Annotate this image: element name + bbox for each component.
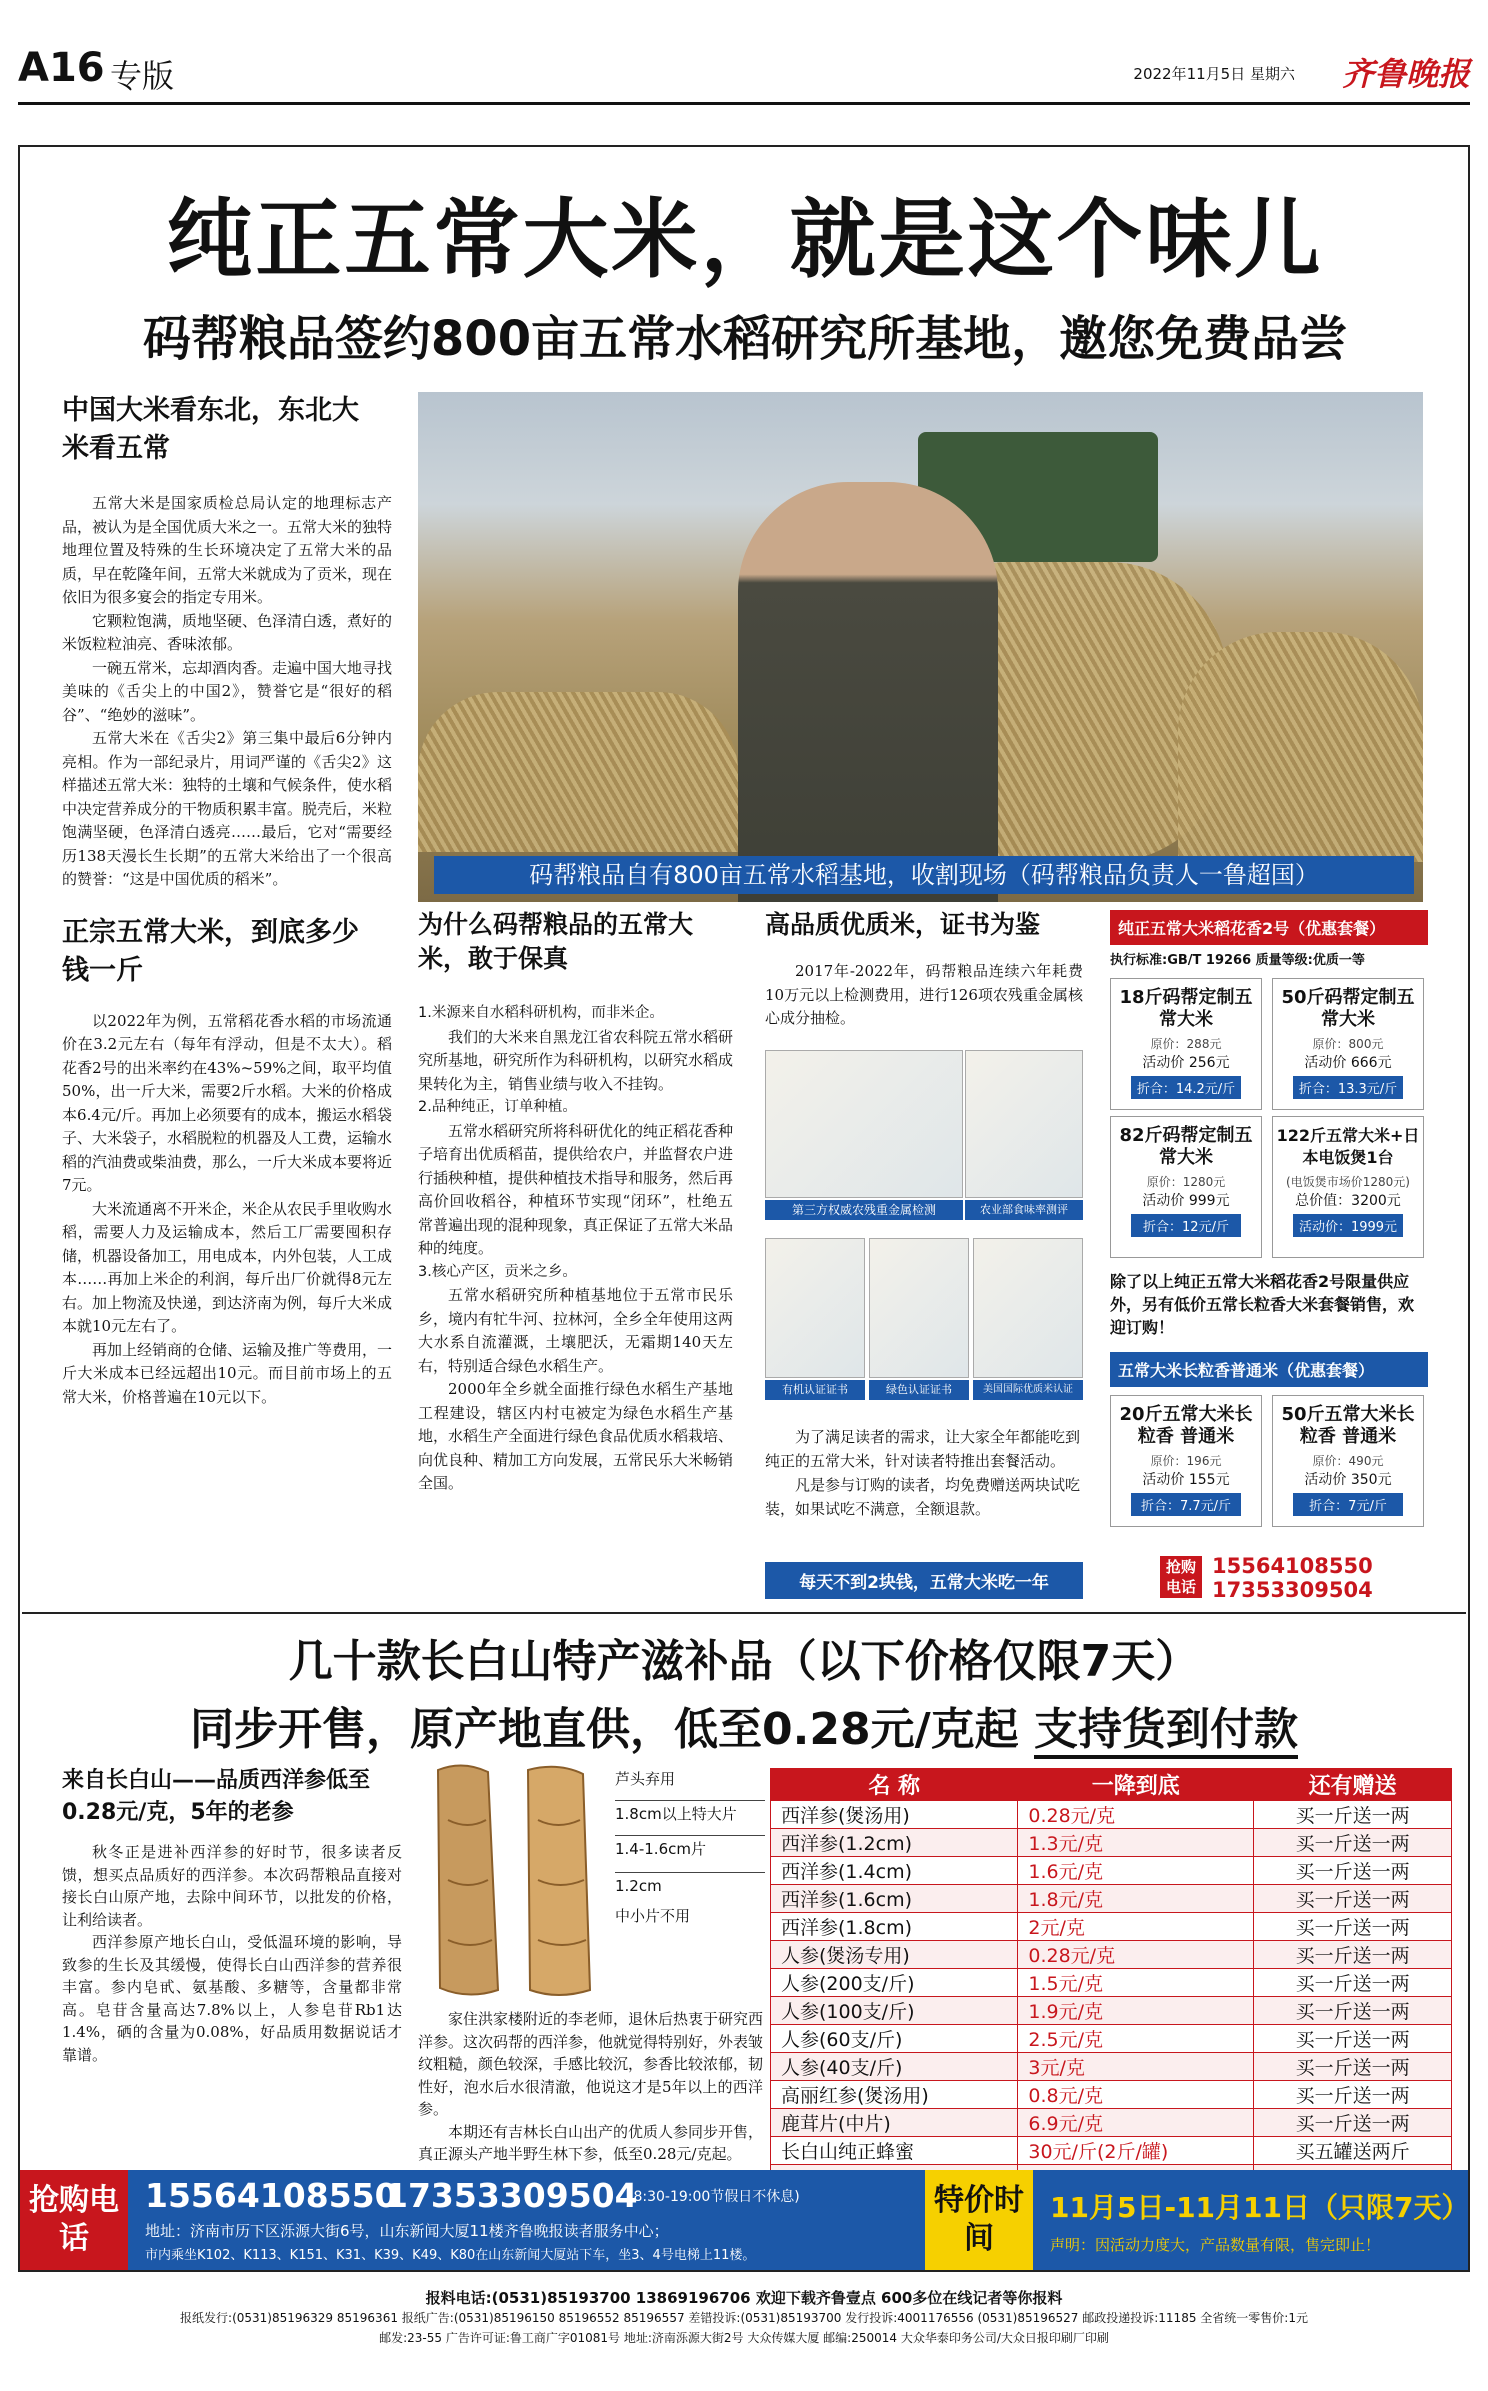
heading-rice-northeast: 中国大米看东北，东北大米看五常 bbox=[62, 395, 359, 464]
ginseng-illustration bbox=[418, 1760, 608, 2000]
package-name: 50斤五常大米长粒香 普通米 bbox=[1281, 1404, 1415, 1447]
cod-label: 支持货到付款 bbox=[1034, 1704, 1298, 1759]
table-row bbox=[771, 1885, 1452, 1913]
product-gift: 买一斤送一两 bbox=[1254, 1997, 1452, 2025]
footer-line-3: 邮发:23-55 广告许可证:鲁工商广字01081号 地址:济南泺源大街2号 大众传媒大厦 邮编:250014 大众华泰印务公司/大众日报印刷厂印刷 bbox=[379, 2331, 1109, 2345]
product-price: 6.9元/克 bbox=[1018, 2109, 1254, 2137]
section-divider bbox=[22, 1612, 1466, 1614]
footer-line-2: 报纸发行:(0531)85196329 85196361 报纸广告:(0531)85196150 85196552 85196557 差错投诉:(0531)85193700 发行投诉:4001176556 (0531)85196527 邮政投递投诉:11185 全省统一零售价:1元 bbox=[180, 2311, 1308, 2325]
page-header bbox=[18, 45, 1470, 105]
slice-label: 1.2cm bbox=[615, 1872, 765, 1897]
package-card-82[interactable] bbox=[1110, 1116, 1262, 1258]
product-price: 30元/斤(2斤/罐) bbox=[1018, 2137, 1254, 2165]
paragraph: 五常大米是国家质检总局认定的地理标志产品，被认为是全国优质大米之一。五常大米的独特地理位置及特殊的生长环境决定了五常大米的品质，早在乾隆年间，五常大米就成为了贡米，现在依旧为很多宴会的指定专用米。 bbox=[62, 494, 393, 606]
table-row bbox=[771, 2137, 1452, 2165]
contact-band bbox=[20, 2170, 1468, 2270]
table-row bbox=[771, 1829, 1452, 1857]
product-name: 人参(100支/斤) bbox=[771, 1997, 1018, 2025]
page-number: A16 bbox=[18, 45, 105, 91]
heading-rice-cost: 正宗五常大米，到底多少钱一斤 bbox=[62, 916, 359, 986]
product-gift: 买五罐送两斤 bbox=[1254, 2137, 1452, 2165]
newspaper-logo: 齐鲁晚报 bbox=[1341, 55, 1470, 93]
package-name: 18斤码帮定制五常大米 bbox=[1119, 987, 1253, 1030]
table-row bbox=[771, 2025, 1452, 2053]
package-name: 20斤五常大米长粒香 普通米 bbox=[1119, 1404, 1253, 1447]
footer-line-1: 报料电话:(0531)85193700 13869196706 欢迎下载齐鲁壹点 600多位在线记者等你报料 bbox=[425, 2289, 1063, 2307]
slice-size-labels bbox=[615, 1768, 765, 1927]
straw-pile bbox=[1178, 632, 1423, 862]
address: 地址：济南市历下区泺源大街6号，山东新闻大厦11楼齐鲁晚报读者服务中心； bbox=[145, 2222, 669, 2240]
package-cards-2 bbox=[1110, 1395, 1428, 1535]
original-price: 原价：196元 bbox=[1150, 1454, 1222, 1468]
slice-label: 1.4-1.6cm片 bbox=[615, 1835, 765, 1860]
column-1 bbox=[62, 392, 392, 1409]
paragraph: 2000年全乡就全面推行绿色水稻生产基地工程建设，辖区内村屯被定为绿色水稻生产基地，水稻生产全面进行绿色食品优质水稻栽培、向优良种、精加工方向发展，五常民乐大米畅销全国。 bbox=[418, 1380, 734, 1492]
list-item: 1.米源来自水稻科研机构，而非米企。 bbox=[418, 1005, 664, 1021]
product-name: 人参(200支/斤) bbox=[771, 1969, 1018, 1997]
product-price: 1.9元/克 bbox=[1018, 1997, 1254, 2025]
straw-pile bbox=[418, 692, 738, 852]
ginseng-heading: 来自长白山——品质西洋参低至0.28元/克，5年的老参 bbox=[62, 1768, 371, 1825]
hotline-phone-1[interactable]: 15564108550 bbox=[1212, 1554, 1373, 1578]
paragraph: 五常水稻研究所将科研优化的纯正稻花香种子培育出优质稻苗，提供给农户，并监督农户进行插秧种植，提供种植技术指导和服务，然后再高价回收稻谷，种植环节实现“闭环”，杜绝五常普遍出现的混种现象，真正保证了五常大米品种的纯度。 bbox=[418, 1121, 734, 1257]
package-name: 50斤码帮定制五常大米 bbox=[1281, 987, 1415, 1030]
service-hours: (8:30-19:00节假日不休息) bbox=[628, 2189, 800, 2205]
special-time-label: 特价时间 bbox=[925, 2170, 1033, 2270]
package-card-18[interactable] bbox=[1110, 978, 1262, 1110]
extra-note: 除了以上纯正五常大米稻花香2号限量供应外，另有低价五常长粒香大米套餐销售，欢迎订购！ bbox=[1110, 1272, 1415, 1337]
product-gift: 买一斤送一两 bbox=[1254, 1829, 1452, 1857]
hotline-block bbox=[1160, 1552, 1410, 1602]
product-name: 西洋参(1.8cm) bbox=[771, 1913, 1018, 1941]
heading-certificates: 高品质优质米，证书为鉴 bbox=[765, 910, 1041, 939]
product-name: 人参(40支/斤) bbox=[771, 2053, 1018, 2081]
certificate-caption: 绿色认证证书 bbox=[869, 1380, 969, 1400]
buy-hotline-label: 抢购电话 bbox=[20, 2170, 128, 2270]
column-2 bbox=[418, 908, 733, 1496]
certificate-caption: 美国国际优质米认证 bbox=[973, 1380, 1083, 1400]
original-price: 原价：490元 bbox=[1312, 1454, 1384, 1468]
package-title: 纯正五常大米稻花香2号（优惠套餐） bbox=[1110, 910, 1428, 945]
product-gift: 买一斤送一两 bbox=[1254, 1969, 1452, 1997]
product-gift: 买一斤送一两 bbox=[1254, 2081, 1452, 2109]
slice-label: 芦头弃用 bbox=[615, 1770, 676, 1788]
product-name: 西洋参(1.4cm) bbox=[771, 1857, 1018, 1885]
ginseng-article bbox=[62, 1765, 402, 2151]
certificate-gallery bbox=[765, 1050, 1083, 1450]
paragraph: 我们的大米来自黑龙江省农科院五常水稻研究所基地，研究所作为科研机构，以研究水稻成果转化为主，销售业绩与收入不挂钩。 bbox=[418, 1027, 734, 1093]
package-card-20[interactable] bbox=[1110, 1395, 1262, 1527]
certificate-image bbox=[869, 1238, 969, 1378]
product-price: 2.5元/克 bbox=[1018, 2025, 1254, 2053]
package-box bbox=[1110, 910, 1428, 968]
page-footer bbox=[18, 2288, 1470, 2348]
certificate-image bbox=[765, 1238, 865, 1378]
promo-line-2-text: 同步开售，原产地直供，低至0.28元/克起 bbox=[190, 1704, 1019, 1755]
column-header: 名 称 bbox=[771, 1769, 1018, 1801]
product-gift: 买一斤送一两 bbox=[1254, 1941, 1452, 1969]
package-card-50-normal[interactable] bbox=[1272, 1395, 1424, 1527]
paragraph: 本期还有吉林长白山出产的优质人参同步开售，真正源头产地半野生林下参，低至0.28元/克起。 bbox=[418, 2122, 764, 2163]
contact-phone-1[interactable]: 15564108550 bbox=[145, 2176, 398, 2215]
hotline-label: 抢购电话 bbox=[1160, 1556, 1202, 1598]
column-2-text bbox=[418, 1002, 733, 1496]
sale-price: 活动价 256元 bbox=[1142, 1055, 1230, 1071]
certificate-caption: 有机认证证书 bbox=[765, 1380, 865, 1400]
cert-intro: 2017年-2022年，码帮粮品连续六年耗费10万元以上检测费用，进行126项农残重金属核心成分抽检。 bbox=[765, 962, 1083, 1027]
product-gift: 买一斤送一两 bbox=[1254, 2109, 1452, 2137]
table-row bbox=[771, 1969, 1452, 1997]
column-1-text-b bbox=[62, 1010, 392, 1410]
table-row bbox=[771, 1857, 1452, 1885]
daily-cost-band: 每天不到2块钱，五常大米吃一年 bbox=[765, 1562, 1083, 1599]
quality-standard: 执行标准:GB/T 19266 质量等级:优质一等 bbox=[1110, 953, 1365, 968]
certificate-image bbox=[973, 1238, 1083, 1378]
paragraph: 它颗粒饱满，质地坚硬、色泽清白透，煮好的米饭粒粒油亮、香味浓郁。 bbox=[62, 611, 393, 653]
product-name: 西洋参(1.6cm) bbox=[771, 1885, 1018, 1913]
unit-price: 折合：13.3元/斤 bbox=[1293, 1076, 1403, 1099]
package-name: 122斤五常大米+日本电饭煲1台 bbox=[1276, 1126, 1420, 1167]
ginseng-text-a bbox=[62, 1841, 402, 2151]
table-row bbox=[771, 1997, 1452, 2025]
package-title-2: 五常大米长粒香普通米（优惠套餐） bbox=[1110, 1352, 1428, 1387]
table-row bbox=[771, 2109, 1452, 2137]
promo-line-2 bbox=[20, 1693, 1468, 1757]
product-name: 西洋参(煲汤用) bbox=[771, 1801, 1018, 1829]
product-gift: 买一斤送一两 bbox=[1254, 1801, 1452, 1829]
table-row bbox=[771, 1913, 1452, 1941]
photo-caption: 码帮粮品自有800亩五常水稻基地，收割现场（码帮粮品负责人一鲁超国） bbox=[434, 856, 1414, 894]
product-name: 人参(60支/斤) bbox=[771, 2025, 1018, 2053]
product-gift: 买一斤送一两 bbox=[1254, 2053, 1452, 2081]
product-price: 0.28元/克 bbox=[1018, 1801, 1254, 1829]
sale-dates: 11月5日-11月11日（只限7天） bbox=[1050, 2191, 1470, 2224]
table-header-row bbox=[771, 1769, 1452, 1801]
paragraph: 家住洪家楼附近的李老师，退休后热衷于研究西洋参。这次码帮的西洋参，他就觉得特别好，外表皱纹粗糙，颜色较深，手感比较沉，参香比较浓郁，韧性好，泡水后水很清澈，他说这才是5年以上的西洋参。 bbox=[418, 2010, 764, 2118]
product-gift: 买一斤送一两 bbox=[1254, 1913, 1452, 1941]
column-1-text-a bbox=[62, 492, 392, 892]
product-price: 1.3元/克 bbox=[1018, 1829, 1254, 1857]
unit-price: 折合：7元/斤 bbox=[1293, 1493, 1403, 1516]
unit-price: 折合：12元/斤 bbox=[1131, 1214, 1241, 1237]
column-3 bbox=[765, 908, 1083, 1031]
product-price: 1.8元/克 bbox=[1018, 1885, 1254, 1913]
certificate-caption: 农业部食味率测评 bbox=[965, 1200, 1083, 1220]
package-cards bbox=[1110, 978, 1428, 1258]
product-price: 2元/克 bbox=[1018, 1913, 1254, 1941]
ginseng-text-b bbox=[418, 2008, 763, 2166]
unit-price: 折合：14.2元/斤 bbox=[1131, 1076, 1241, 1099]
original-price: 原价：1280元 bbox=[1146, 1175, 1226, 1189]
certificate-image bbox=[765, 1050, 963, 1198]
sub-headline: 码帮粮品签约800亩五常水稻研究所基地，邀您免费品尝 bbox=[142, 311, 1348, 367]
sale-price: 活动价 155元 bbox=[1142, 1472, 1230, 1488]
product-gift: 买一斤送一两 bbox=[1254, 2025, 1452, 2053]
slice-label: 中小片不用 bbox=[615, 1907, 691, 1925]
paragraph: 五常水稻研究所种植基地位于五常市民乐乡，境内有牤牛河、拉林河，全乡全年使用这两大水系自流灌溉，土壤肥沃，无霜期140天左右，特别适合绿色水稻生产。 bbox=[418, 1286, 734, 1375]
issue-date: 2022年11月5日 星期六 bbox=[1133, 65, 1295, 83]
paragraph: 秋冬正是进补西洋参的好时节，很多读者反馈，想买点品质好的西洋参。本次码帮粮品直接对接长白山原产地，去除中间环节，以批发的价格，让利给读者。 bbox=[62, 1843, 402, 1929]
unit-price: 活动价：1999元 bbox=[1293, 1214, 1403, 1237]
product-name: 西洋参(1.2cm) bbox=[771, 1829, 1018, 1857]
original-price: 原价：288元 bbox=[1150, 1037, 1222, 1051]
paragraph: 以2022年为例，五常稻花香水稻的市场流通价在3.2元左右（每年有浮动，但是不太大）。稻花香2号的出米率约在43%~59%之间，取平均值50%，出一斤大米，需要2斤水稻。大米的价格成本6.4元/斤。再加上必须要有的成本，搬运水稻袋子、大米袋子，水稻脱粒的机器及人工费，运输水稻的汽油费或柴油费，那么，一斤大米成本要将近7元。 bbox=[62, 1011, 393, 1194]
farmer-figure bbox=[738, 482, 998, 902]
paragraph: 为了满足读者的需求，让大家全年都能吃到纯正的五常大米，针对读者特推出套餐活动。 bbox=[765, 1428, 1081, 1470]
hotline-phone-2[interactable]: 17353309504 bbox=[1212, 1578, 1373, 1602]
paragraph: 一碗五常米，忘却酒肉香。走遍中国大地寻找美味的《舌尖上的中国2》，赞誉它是“很好的稻谷”、“绝妙的滋味”。 bbox=[62, 658, 393, 724]
price-table bbox=[770, 1768, 1452, 2193]
unit-price: 折合：7.7元/斤 bbox=[1131, 1493, 1241, 1516]
bus-directions: 市内乘坐K102、K113、K151、K31、K39、K49、K80在山东新闻大厦站下车，坐3、4号电梯上11楼。 bbox=[145, 2248, 756, 2263]
offer-text bbox=[765, 1425, 1083, 1521]
package-name: 82斤码帮定制五常大米 bbox=[1119, 1125, 1253, 1168]
paragraph: 凡是参与订购的读者，均免费赠送两块试吃装，如果试吃不满意，全额退款。 bbox=[765, 1476, 1081, 1518]
ginseng-promo-title bbox=[20, 1625, 1468, 1755]
product-name: 高丽红参(煲汤用) bbox=[771, 2081, 1018, 2109]
promo-line-1: 几十款长白山特产滋补品（以下价格仅限7天） bbox=[288, 1636, 1200, 1687]
product-price: 1.5元/克 bbox=[1018, 1969, 1254, 1997]
certificate-image bbox=[965, 1050, 1083, 1198]
product-gift: 买一斤送一两 bbox=[1254, 1857, 1452, 1885]
product-name: 长白山纯正蜂蜜 bbox=[771, 2137, 1018, 2165]
original-price: 原价：800元 bbox=[1312, 1037, 1384, 1051]
list-item: 3.核心产区，贡米之乡。 bbox=[418, 1263, 577, 1280]
product-price: 0.8元/克 bbox=[1018, 2081, 1254, 2109]
table-row bbox=[771, 1941, 1452, 1969]
contact-phone-2[interactable]: 17353309504 bbox=[385, 2176, 638, 2215]
original-price: (电饭煲市场价1280元) bbox=[1286, 1175, 1410, 1189]
package-card-50[interactable] bbox=[1272, 978, 1424, 1110]
table-row bbox=[771, 2081, 1452, 2109]
sale-price: 总价值：3200元 bbox=[1295, 1193, 1401, 1209]
harvest-photo bbox=[418, 392, 1423, 902]
heading-why-genuine: 为什么码帮粮品的五常大米，敢于保真 bbox=[418, 910, 694, 973]
package-card-122[interactable] bbox=[1272, 1116, 1424, 1258]
sale-price: 活动价 350元 bbox=[1304, 1472, 1392, 1488]
certificate-caption: 第三方权威农残重金属检测 bbox=[765, 1200, 963, 1220]
ginseng-slices-image bbox=[418, 1760, 608, 2000]
product-gift: 买一斤送一两 bbox=[1254, 1885, 1452, 1913]
table-row bbox=[771, 2053, 1452, 2081]
column-header: 还有赠送 bbox=[1254, 1769, 1452, 1801]
product-price: 0.28元/克 bbox=[1018, 1941, 1254, 1969]
sale-price: 活动价 666元 bbox=[1304, 1055, 1392, 1071]
product-name: 人参(煲汤专用) bbox=[771, 1941, 1018, 1969]
table-row bbox=[771, 1801, 1452, 1829]
column-header: 一降到底 bbox=[1018, 1769, 1254, 1801]
paragraph: 五常大米在《舌尖2》第三集中最后6分钟内亮相。作为一部纪录片，用词严谨的《舌尖2》这样描述五常大米：独特的土壤和气候条件，使水稻中决定营养成分的干物质积累丰富。脱壳后，米粒饱满坚硬，色泽清白透亮……最后，它对“需要经历138天漫长生长期”的五常大米给出了一个很高的赞誉：“这是中国优质的稻米”。 bbox=[62, 729, 393, 888]
slice-label: 1.8cm以上特大片 bbox=[615, 1800, 765, 1825]
main-headline: 纯正五常大米，就是这个味儿 bbox=[166, 190, 1324, 290]
paragraph: 大米流通离不开米企，米企从农民手里收购水稻，需要人力及运输成本，然后工厂需要囤积存储，机器设备加工，用电成本，内外包装，人工成本……再加上米企的利润，每斤出厂价就得8元左右。加上物流及快递，到达济南为例，每斤大米成本就10元左右了。 bbox=[62, 1199, 393, 1335]
sale-price: 活动价 999元 bbox=[1142, 1193, 1230, 1209]
section-name: 专版 bbox=[110, 57, 175, 95]
paragraph: 西洋参原产地长白山，受低温环境的影响，导致参的生长及其缓慢，使得长白山西洋参的营养很丰富。参内皂甙、氨基酸、多糖等，含量都非常高。皂苷含量高达7.8%以上，人参皂苷Rb1达1.4%，硒的含量为0.08%，好品质用数据说话才靠谱。 bbox=[62, 1933, 402, 2064]
product-price: 3元/克 bbox=[1018, 2053, 1254, 2081]
product-price: 1.6元/克 bbox=[1018, 1857, 1254, 1885]
paragraph: 再加上经销商的仓储、运输及推广等费用，一斤大米成本已经远超出10元。而目前市场上的五常大米，价格普遍在10元以下。 bbox=[62, 1340, 393, 1406]
product-name: 鹿茸片(中片) bbox=[771, 2109, 1018, 2137]
list-item: 2.品种纯正，订单种植。 bbox=[418, 1099, 577, 1115]
sale-notice: 声明：因活动力度大，产品数量有限，售完即止！ bbox=[1050, 2236, 1381, 2254]
